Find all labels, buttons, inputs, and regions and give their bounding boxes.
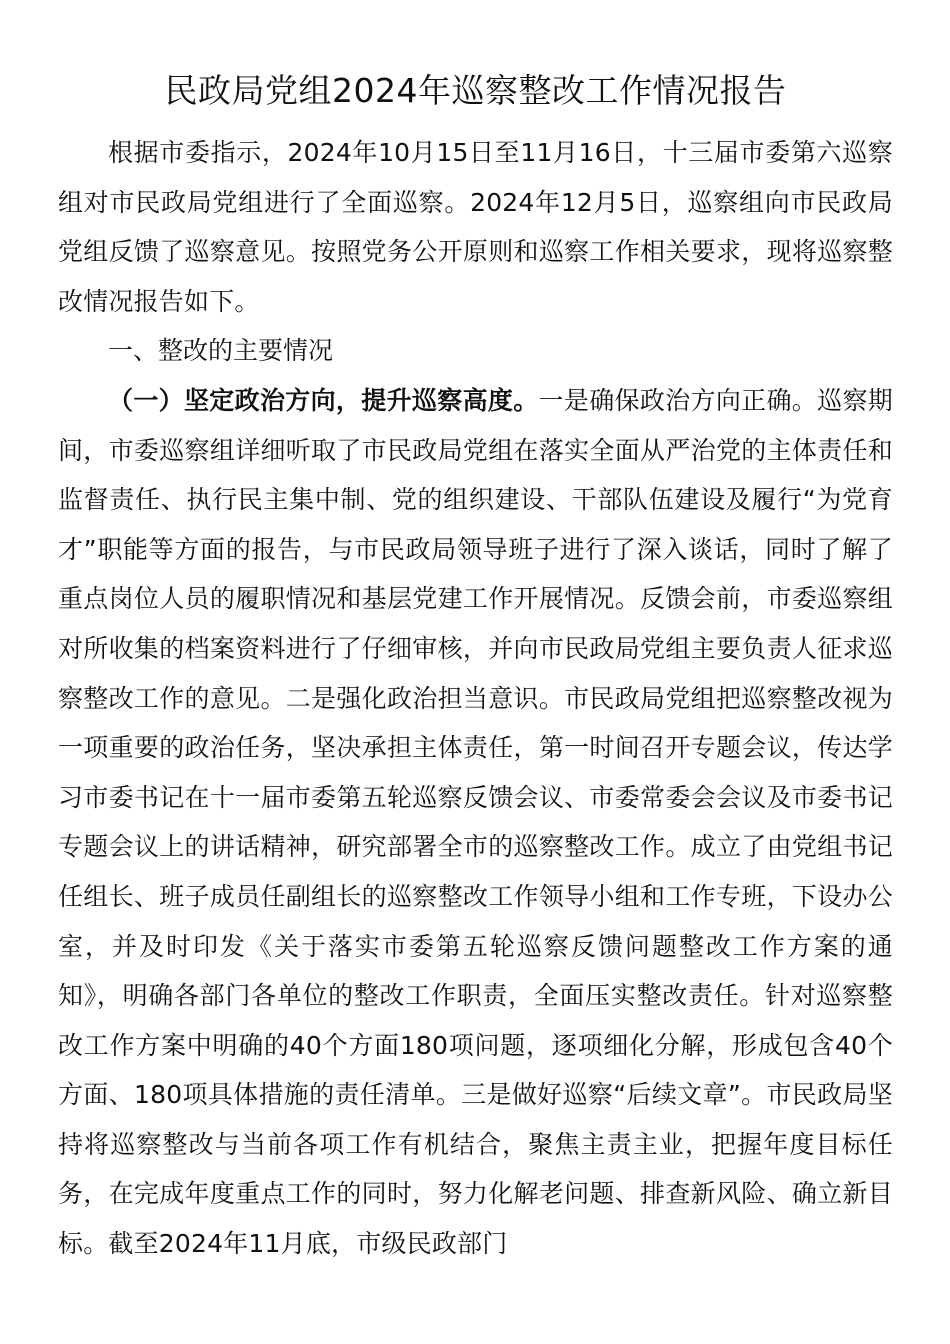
subsection-paragraph <box>58 376 893 1269</box>
subsection-heading: （一）坚定政治方向，提升巡察高度。 <box>108 385 539 415</box>
subsection-body: 一是确保政治方向正确。巡察期间，市委巡察组详细听取了市民政局党组在落实全面从严治党的主体责任和监督责任、执行民主集中制、党的组织建设、干部队伍建设及履行“为党育才”职能等方面的报告，与市民政局领导班子进行了深入谈话，同时了解了重点岗位人员的履职情况和基层党建工作开展情况。反馈会前，市委巡察组对所收集的档案资料进行了仔细审核，并向市民政局党组主要负责人征求巡察整改工作的意见。二是强化政治担当意识。市民政局党组把巡察整改视为一项重要的政治任务，坚决承担主体责任，第一时间召开专题会议，传达学习市委书记在十一届市委第五轮巡察反馈会议、市委常委会会议及市委书记专题会议上的讲话精神，研究部署全市的巡察整改工作。成立了由党组书记任组长、班子成员任副组长的巡察整改工作领导小组和工作专班，下设办公室，并及时印发《关于落实市委第五轮巡察反馈问题整改工作方案的通知》，明确各部门各单位的整改工作职责，全面压实整改责任。针对巡察整改工作方案中明确的40个方面180项问题，逐项细化分解，形成包含40个方面、180项具体措施的责任清单。三是做好巡察“后续文章”。市民政局坚持将巡察整改与当前各项工作有机结合，聚焦主责主业，把握年度目标任务，在完成年度重点工作的同时，努力化解老问题、排查新风险、确立新目标。截至2024年11月底，市级民政部门 <box>58 385 893 1259</box>
section-heading: 一、整改的主要情况 <box>108 336 334 366</box>
document-title: 民政局党组2024年巡察整改工作情况报告 <box>164 71 787 110</box>
document-page <box>58 66 893 1269</box>
intro-paragraph: 根据市委指示，2024年10月15日至11月16日，十三届市委第六巡察组对市民政局党组进行了全面巡察。2024年12月5日，巡察组向市民政局党组反馈了巡察意见。按照党务公开原则和巡察工作相关要求，现将巡察整改情况报告如下。 <box>58 138 893 316</box>
